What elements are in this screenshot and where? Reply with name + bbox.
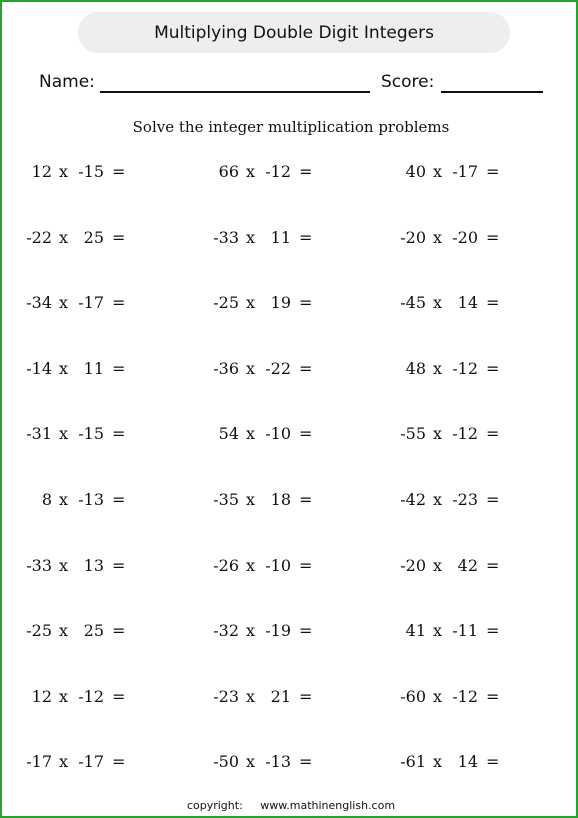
times-sign: x [246,556,256,575]
times-sign: x [246,621,256,640]
equals-sign: = [486,424,500,443]
times-sign: x [246,687,256,706]
times-sign: x [433,687,443,706]
equals-sign: = [112,424,126,443]
problem [12,228,162,250]
equals-sign: = [299,556,313,575]
times-sign: x [59,293,69,312]
factor-a: -42 [400,490,426,509]
factor-a: -33 [213,228,239,247]
factor-b: -17 [452,162,478,181]
factor-b: -20 [452,228,478,247]
factor-b: -12 [265,162,291,181]
factor-b: -22 [265,359,291,378]
times-sign: x [59,424,69,443]
times-sign: x [433,490,443,509]
factor-a: 40 [405,162,426,181]
equals-sign: = [486,162,500,181]
times-sign: x [246,228,256,247]
copyright-label: copyright: [186,799,243,812]
factor-a: -20 [400,556,426,575]
factor-a: -14 [26,359,52,378]
factor-a: 48 [405,359,426,378]
score-line[interactable] [441,91,543,93]
times-sign: x [59,621,69,640]
factor-a: -25 [213,293,239,312]
equals-sign: = [299,490,313,509]
factor-b: -19 [265,621,291,640]
factor-b: 14 [457,293,478,312]
factor-a: -22 [26,228,52,247]
factor-b: -12 [452,424,478,443]
factor-a: -17 [26,752,52,771]
times-sign: x [433,228,443,247]
equals-sign: = [299,752,313,771]
factor-a: -23 [213,687,239,706]
factor-a: -26 [213,556,239,575]
problem [199,556,349,578]
times-sign: x [246,359,256,378]
equals-sign: = [486,490,500,509]
problem [199,687,349,709]
problem [12,556,162,578]
equals-sign: = [112,228,126,247]
factor-b: -13 [78,490,104,509]
problem [386,752,536,774]
problem [386,228,536,250]
factor-b: 42 [457,556,478,575]
equals-sign: = [299,162,313,181]
factor-a: 66 [218,162,239,181]
factor-a: -61 [400,752,426,771]
factor-b: -17 [78,293,104,312]
name-line[interactable] [100,91,370,93]
factor-b: 13 [83,556,104,575]
equals-sign: = [112,359,126,378]
problem [12,687,162,709]
equals-sign: = [299,424,313,443]
problem [199,293,349,315]
problem [386,687,536,709]
times-sign: x [59,752,69,771]
problem [12,752,162,774]
times-sign: x [433,359,443,378]
factor-b: -10 [265,556,291,575]
times-sign: x [59,687,69,706]
site-link[interactable]: www.mathinenglish.com [260,799,396,812]
worksheet-title [78,12,510,53]
times-sign: x [59,490,69,509]
times-sign: x [246,752,256,771]
problem [386,621,536,643]
factor-b: 19 [270,293,291,312]
factor-a: -60 [400,687,426,706]
factor-b: -12 [452,359,478,378]
equals-sign: = [299,228,313,247]
equals-sign: = [486,687,500,706]
factor-a: -34 [26,293,52,312]
factor-b: 25 [83,621,104,640]
problem [386,162,536,184]
factor-b: 21 [270,687,291,706]
factor-a: -50 [213,752,239,771]
equals-sign: = [299,359,313,378]
problem [12,490,162,512]
problem [386,490,536,512]
problem [12,424,162,446]
factor-b: 18 [270,490,291,509]
times-sign: x [433,752,443,771]
equals-sign: = [299,621,313,640]
equals-sign: = [112,490,126,509]
problem [199,752,349,774]
equals-sign: = [112,293,126,312]
factor-b: -15 [78,162,104,181]
times-sign: x [59,228,69,247]
score-label: Score: [381,72,435,92]
factor-b: -12 [78,687,104,706]
problem [386,424,536,446]
factor-b: -11 [452,621,478,640]
problem [12,162,162,184]
equals-sign: = [486,621,500,640]
factor-b: 11 [83,359,104,378]
instructions: Solve the integer multiplication problems [132,118,450,136]
times-sign: x [433,424,443,443]
equals-sign: = [486,556,500,575]
times-sign: x [433,293,443,312]
equals-sign: = [299,293,313,312]
factor-a: -45 [400,293,426,312]
factor-b: -15 [78,424,104,443]
factor-a: 54 [218,424,239,443]
factor-a: 12 [31,687,52,706]
times-sign: x [246,293,256,312]
factor-a: 12 [31,162,52,181]
equals-sign: = [299,687,313,706]
equals-sign: = [112,162,126,181]
factor-a: -36 [213,359,239,378]
equals-sign: = [112,752,126,771]
footer [2,799,578,812]
title-text: Multiplying Double Digit Integers [154,22,434,43]
times-sign: x [59,359,69,378]
problem [199,359,349,381]
equals-sign: = [112,687,126,706]
equals-sign: = [112,621,126,640]
problem [12,621,162,643]
factor-a: -55 [400,424,426,443]
factor-b: -12 [452,687,478,706]
factor-b: -10 [265,424,291,443]
factor-b: 14 [457,752,478,771]
factor-a: -32 [213,621,239,640]
problem [199,228,349,250]
problem [386,293,536,315]
times-sign: x [246,424,256,443]
factor-a: -35 [213,490,239,509]
equals-sign: = [486,228,500,247]
factor-a: 41 [405,621,426,640]
times-sign: x [246,490,256,509]
times-sign: x [246,162,256,181]
times-sign: x [433,621,443,640]
problem [199,162,349,184]
factor-a: 8 [41,490,52,509]
problem [12,359,162,381]
problem [199,490,349,512]
name-label: Name: [39,72,95,92]
equals-sign: = [486,293,500,312]
factor-b: 25 [83,228,104,247]
times-sign: x [433,556,443,575]
times-sign: x [59,556,69,575]
problem [12,293,162,315]
factor-a: -31 [26,424,52,443]
equals-sign: = [486,752,500,771]
factor-a: -33 [26,556,52,575]
problem [199,424,349,446]
times-sign: x [433,162,443,181]
factor-b: -23 [452,490,478,509]
factor-a: -25 [26,621,52,640]
factor-b: -17 [78,752,104,771]
problem [199,621,349,643]
times-sign: x [59,162,69,181]
factor-a: -20 [400,228,426,247]
problem [386,556,536,578]
factor-b: -13 [265,752,291,771]
equals-sign: = [486,359,500,378]
equals-sign: = [112,556,126,575]
problem [386,359,536,381]
factor-b: 11 [270,228,291,247]
